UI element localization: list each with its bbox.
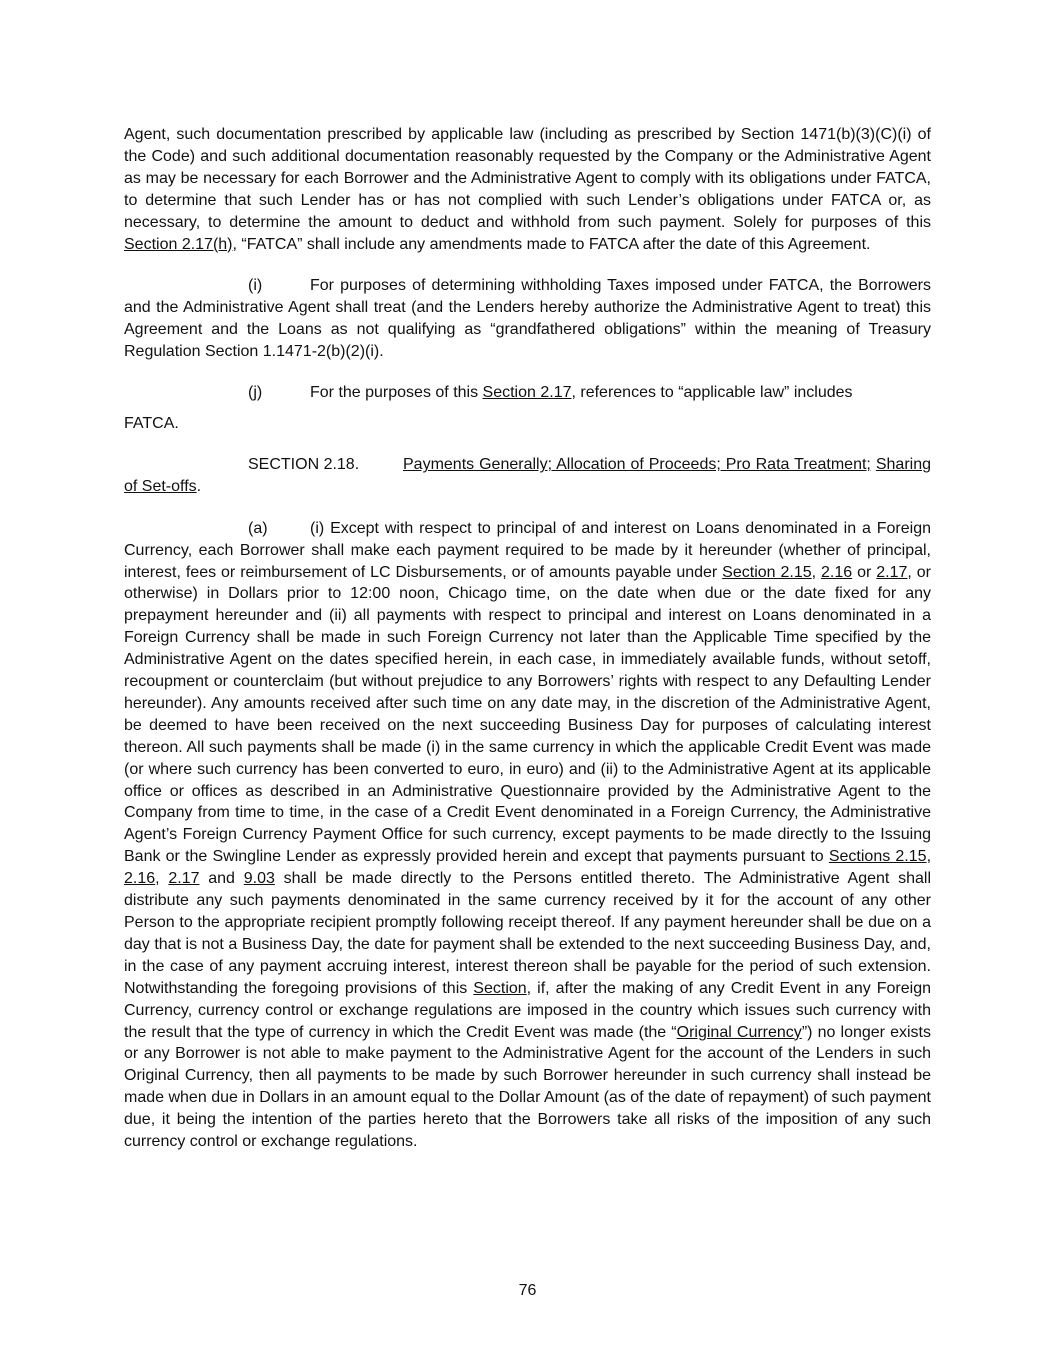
section-reference: 2.16 xyxy=(124,870,156,888)
paragraph-text: For the purposes of this xyxy=(310,384,483,402)
paragraph-text: , xyxy=(926,848,932,866)
paragraph-j xyxy=(124,382,931,404)
paragraph-i xyxy=(124,275,931,363)
section-title-continued: Sharing of Set-offs xyxy=(124,456,931,496)
section-reference: 2.17 xyxy=(168,870,200,888)
paragraph-text: shall be made directly to the Persons entitled thereto. The Administrative Agent shall distribute any such payments denominated in the same currency received by it for the account of any other Person to the appropriate recipient promptly following receipt thereof. If any payment hereunder shall be due on a day that is not a Business Day, the date for payment shall be extended to the next succeeding Business Day, and, in the case of any payment accruing interest, interest thereon shall be payable for the period of such extension. Notwithstanding the foregoing provisions of this xyxy=(124,870,931,997)
paragraph-text: , “FATCA” shall include any amendments made to FATCA after the date of this Agreement. xyxy=(232,235,871,253)
paragraph-text: Agent, such documentation prescribed by applicable law (including as prescribed by Section 1471(b)(3)(C)(i) of the Code) and such additional documentation reasonably requested by the Company or the Administrative Agent as may be necessary for each Borrower and the Administrative Agent to comply with its obligations under FATCA, to determine that such Lender has or has not complied with such Lender’s obligations under FATCA or, as necessary, to determine the amount to deduct and withhold from such payment. Solely for purposes of this xyxy=(124,126,931,231)
section-reference: 9.03 xyxy=(243,870,275,888)
clause-label: (i) xyxy=(248,276,263,294)
paragraph-text: or xyxy=(852,563,877,581)
section-heading xyxy=(124,454,931,498)
document-page xyxy=(124,124,931,1153)
section-reference: 2.17 xyxy=(876,563,908,581)
paragraph-text: ”) no longer exists or any Borrower is not able to make payment to the Administrative Agent for the account of the Lenders in such Original Currency, then all payments to be made by such Borrower hereunder in such currency shall instead be made when due in Dollars in an amount equal to the Dollar Amount (as of the date of repayment) of such payment due, it being the intention of the parties hereto that the Borrowers take all risks of the imposition of any such currency control or exchange regulations. xyxy=(124,1023,932,1151)
page-number: 76 xyxy=(518,1282,537,1299)
paragraph-text: and xyxy=(199,870,244,888)
paragraph-text: For purposes of determining withholding Taxes imposed under FATCA, the Borrowers and the Administrative Agent shall treat (and the Lenders hereby authorize the Administrative Agent to treat) this Agreement and the Loans as not qualifying as “grandfathered obligations” within the meaning of Treasury Regulation Section 1.1471-2(b)(2)(i). xyxy=(124,276,931,360)
section-reference: Sections 2.15 xyxy=(828,848,927,866)
section-reference: Section 2.15 xyxy=(722,563,812,581)
paragraph-fatca-continuation xyxy=(124,124,931,255)
paragraph-a xyxy=(124,518,931,1153)
clause-label: (a) xyxy=(248,519,268,537)
section-title-period: . xyxy=(196,478,202,496)
paragraph-text: , xyxy=(155,870,169,888)
section-reference: 2.16 xyxy=(821,563,853,581)
defined-term: Original Currency xyxy=(676,1023,802,1041)
paragraph-text: , if, after the making of any Credit Event in any Foreign Currency, currency control or exchange regulations are imposed in the country which issues such currency with the result that the type of currency in which the Credit Event was made (the “ xyxy=(124,979,932,1041)
paragraph-text: , xyxy=(811,563,822,581)
section-number: SECTION 2.18. xyxy=(248,456,360,474)
section-reference: Section xyxy=(473,979,527,997)
paragraph-text: (i) Except with respect to principal of and interest on Loans denominated in a Foreign Currency, each Borrower shall make each payment required to be made by it hereunder (whether of principal, interest, fees or reimbursement of LC Disbursements, or of amounts payable under xyxy=(124,519,931,581)
paragraph-text: , or otherwise) in Dollars prior to 12:00 noon, Chicago time, on the date when due or the date fixed for any prepayment hereunder and (ii) all payments with respect to principal and interest on Loans denominated in a Foreign Currency shall be made in such Foreign Currency not later than the Applicable Time specified by the Administrative Agent on the dates specified herein, in each case, in immediately available funds, without setoff, recoupment or counterclaim (but without prejudice to any Borrowers’ rights with respect to any Defaulting Lender hereunder). Any amounts received after such time on any date may, in the discretion of the Administrative Agent, be deemed to have been received on the next succeeding Business Day for purposes of calculating interest thereon. All such payments shall be made (i) in the same currency in which the applicable Credit Event was made (or where such currency has been converted to euro, in euro) and (ii) to the Administrative Agent at its applicable office or offices as described in an Administrative Questionnaire provided by the Administrative Agent to the Company from time to time, in the case of a Credit Event denominated in a Foreign Currency, the Administrative Agent’s Foreign Currency Payment Office for such currency, except payments to be made directly to the Issuing Bank or the Swingline Lender as expressly provided herein and except that payments pursuant to xyxy=(124,563,932,866)
section-reference: Section 2.17 xyxy=(482,384,572,402)
clause-label: (j) xyxy=(248,384,263,402)
section-title: Payments Generally; Allocation of Proceeds; Pro Rata Treatment; xyxy=(403,456,871,474)
section-reference: Section 2.17(h) xyxy=(124,235,233,253)
paragraph-text: , references to “applicable law” includes xyxy=(571,384,853,402)
paragraph-j-continuation: FATCA. xyxy=(124,414,179,432)
